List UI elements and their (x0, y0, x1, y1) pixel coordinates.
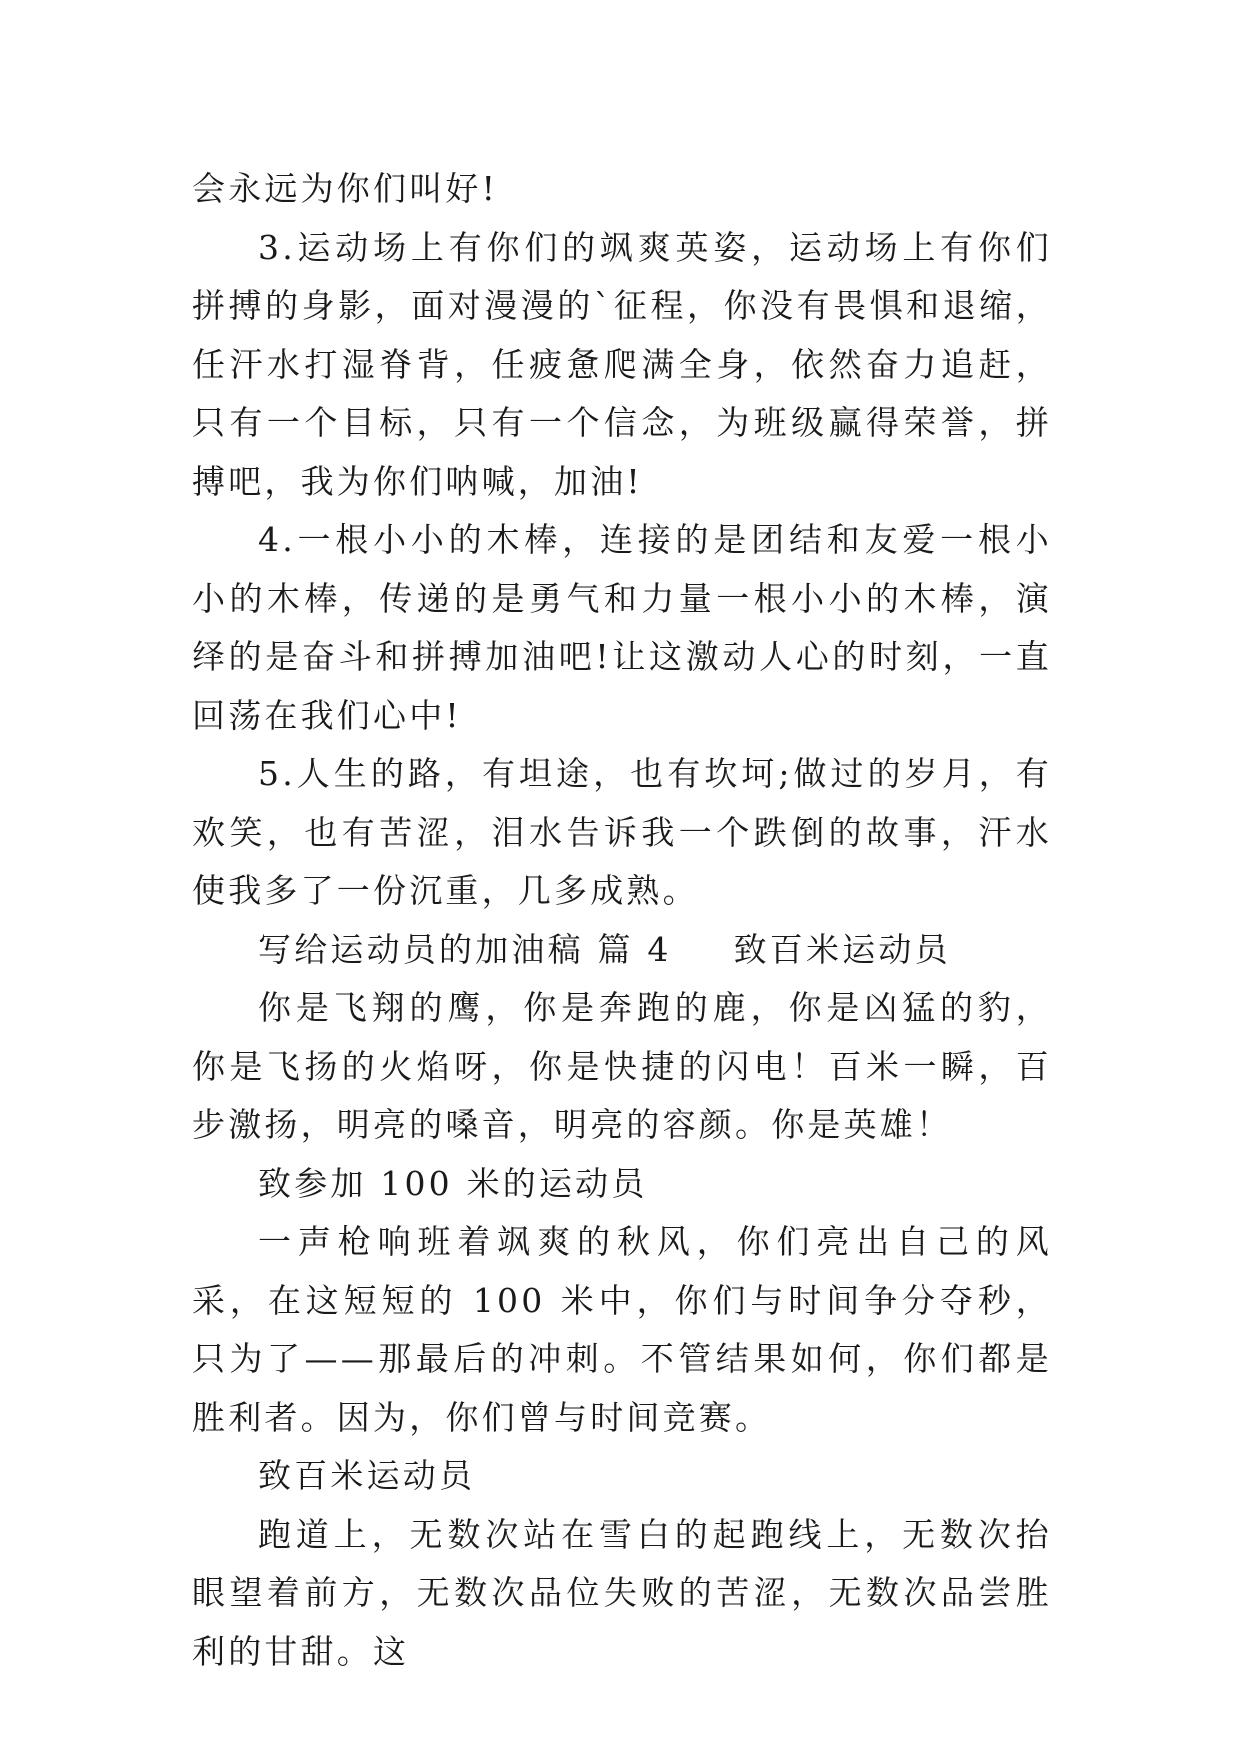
section-heading (192, 921, 1052, 980)
section-title: 写给运动员的加油稿 (258, 929, 584, 969)
paragraph-eagle: 你是飞翔的鹰，你是奔跑的鹿，你是凶猛的豹，你是飞扬的火焰呀，你是快捷的闪电！百米一瞬，百步激扬，明亮的嗓音，明亮的容颜。你是英雄！ (192, 988, 1052, 1144)
section-part: 篇 4 (597, 929, 672, 969)
section-subtitle: 致百米运动员 (733, 929, 951, 969)
paragraph-5: 5.人生的路，有坦途，也有坎坷;做过的岁月，有欢笑，也有苦涩，泪水告诉我一个跌倒的故事，汗水使我多了一份沉重，几多成熟。 (192, 754, 1052, 910)
paragraph-4: 4.一根小小的木棒，连接的是团结和友爱一根小小的木棒，传递的是勇气和力量一根小小的木棒，演绎的是奋斗和拼搏加油吧!让这激动人心的时刻，一直回荡在我们心中! (192, 520, 1052, 735)
subheading-baimi: 致百米运动员 (258, 1456, 476, 1495)
paragraph-continued: 会永远为你们叫好! (192, 169, 499, 208)
subheading-100m: 致参加 100 米的运动员 (258, 1163, 648, 1203)
paragraph-gunshot: 一声枪响班着飒爽的秋风，你们亮出自己的风采，在这短短的 100 米中，你们与时间争分夺秒，只为了——那最后的冲刺。不管结果如何，你们都是胜利者。因为，你们曾与时间竞赛。 (192, 1222, 1052, 1437)
document-body (192, 160, 1052, 1681)
paragraph-3: 3.运动场上有你们的飒爽英姿，运动场上有你们拼搏的身影，面对漫漫的`征程，你没有畏惧和退缩，任汗水打湿脊背，任疲惫爬满全身，依然奋力追赶，只有一个目标，只有一个信念，为班级赢得荣誉，拼搏吧，我为你们呐喊，加油! (192, 227, 1052, 501)
paragraph-track: 跑道上，无数次站在雪白的起跑线上，无数次抬眼望着前方，无数次品位失败的苦涩，无数次品尝胜利的甘甜。这 (192, 1514, 1052, 1671)
